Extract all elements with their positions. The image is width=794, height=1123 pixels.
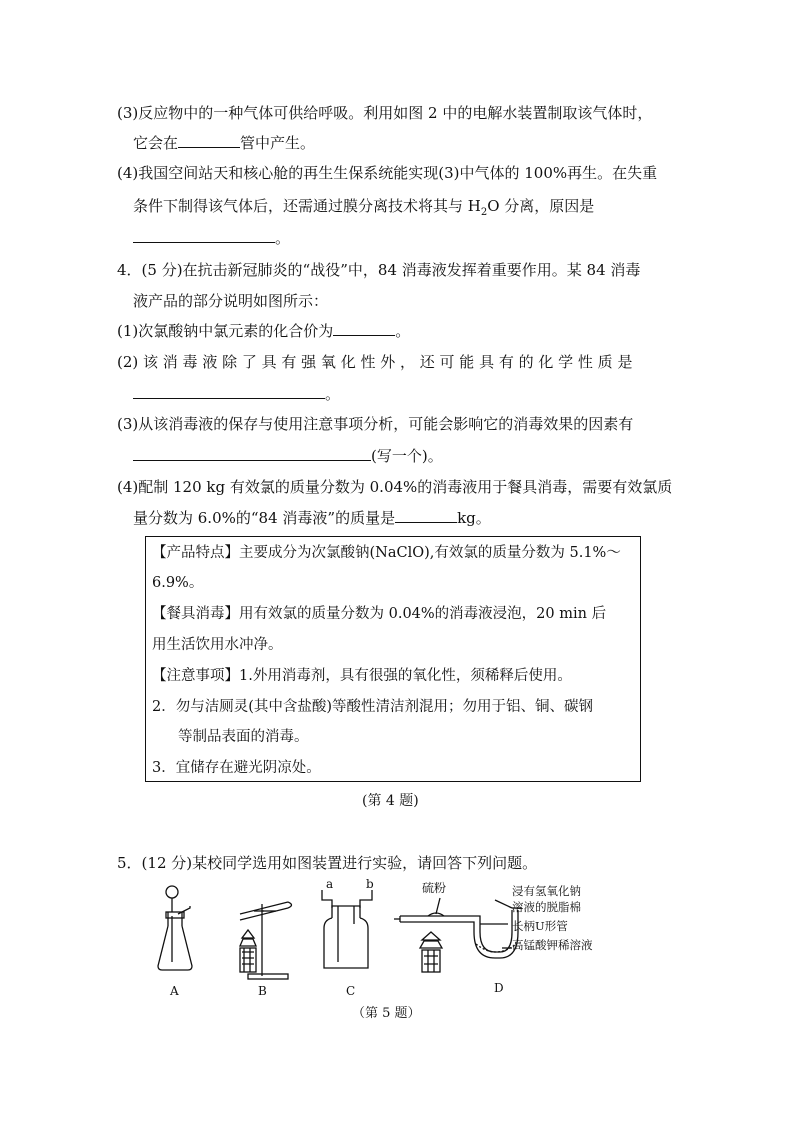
label-b: B [258,984,267,998]
box-line-3: 【餐具消毒】用有效氯的质量分数为 0.04%的消毒液浸泡，20 min 后 [152,606,607,622]
figure-4-caption: (第 4 题) [362,793,419,809]
q4p-line-2: 条件下制得该气体后，还需通过膜分离技术将其与 $H_2O$ 分离，原因是 [133,197,595,218]
q4-sub-2: (2) 该 消 毒 液 除 了 具 有 强 氧 化 性 外 ， 还 可 能 具 有 的 化 学 性 质 是 [117,353,633,371]
sulfur-powder-label: 硫粉 [422,881,447,895]
box-line-7: 等制品表面的消毒。 [178,729,309,745]
permanganate-label: 高锰酸钾稀溶液 [512,938,593,952]
figure-5-apparatus [150,878,630,998]
u-tube-label: 长柄U形管 [512,919,568,933]
q4-sub-2-answer: 。 [133,384,340,404]
cotton-label-2: 溶液的脱脂棉 [512,900,581,914]
tube-label-a: a [326,878,334,891]
q5-intro: 5．(12 分)某校同学选用如图装置进行实验，请回答下列问题。 [117,854,538,872]
q4-sub-1: (1)次氯酸钠中氯元素的化合价为 。 [117,322,411,340]
cotton-label-1: 浸有氢氧化钠 [512,884,581,898]
product-info-box [145,536,641,782]
box-line-8: 3．宜储存在避光阴凉处。 [152,760,321,776]
q3-line-1: (3)反应物中的一种气体可供给呼吸。利用如图 2 中的电解水装置制取该气体时， [117,104,653,122]
tube-label-b: b [366,878,374,891]
q3-answer-blank[interactable] [178,133,240,148]
box-line-5: 【注意事项】1.外用消毒剂，具有很强的氧化性，须稀释后使用。 [152,668,572,684]
apparatus-a-conical-flask [158,886,192,970]
q4p-answer-blank[interactable] [133,228,275,243]
figure-5-caption: （第 5 题） [352,1006,421,1021]
label-a: A [170,984,179,998]
q4-s1-blank[interactable] [333,321,395,336]
apparatus-d-u-tube [394,898,522,972]
apparatus-b-heating-test-tube [240,902,292,979]
label-d: D [494,981,504,995]
q4-sub-4: (4)配制 120 kg 有效氯的质量分数为 0.04%的消毒液用于餐具消毒，需要有效氯质 [117,478,673,496]
q4-sub-3-answer: (写一个)。 [133,446,443,466]
q4p-line-3: 。 [133,228,290,248]
box-line-4: 用生活饮用水冲净。 [152,637,283,653]
q4-intro-1: 4．(5 分)在抗击新冠肺炎的“战役”中，84 消毒液发挥着重要作用。某 84 消毒 [117,261,641,279]
q4-sub-3: (3)从该消毒液的保存与使用注意事项分析，可能会影响它的消毒效果的因素有 [117,415,634,433]
q3-line-2: 它会在 管中产生。 [133,134,316,152]
q4p-line-1: (4)我国空间站天和核心舱的再生生保系统能实现(3)中气体的 100%再生。在失重 [117,164,658,182]
box-line-1: 【产品特点】主要成分为次氯酸钠(NaClO),有效氯的质量分数为 5.1%～ [152,545,621,561]
box-line-2: 6.9%。 [152,575,204,591]
q4-sub-4-answer: 量分数为 6.0%的“84 消毒液”的质量是 kg。 [133,509,491,527]
box-line-6: 2．勿与洁厕灵(其中含盐酸)等酸性清洁剂混用；勿用于铝、铜、碳钢 [152,699,594,715]
apparatus-c-gas-bottle [322,890,372,968]
q4-intro-2: 液产品的部分说明如图所示： [133,292,329,310]
q4-s4-blank[interactable] [395,508,457,523]
q4-s3-blank[interactable] [133,446,371,461]
q4-s2-blank[interactable] [133,384,325,399]
label-c: C [346,984,356,998]
